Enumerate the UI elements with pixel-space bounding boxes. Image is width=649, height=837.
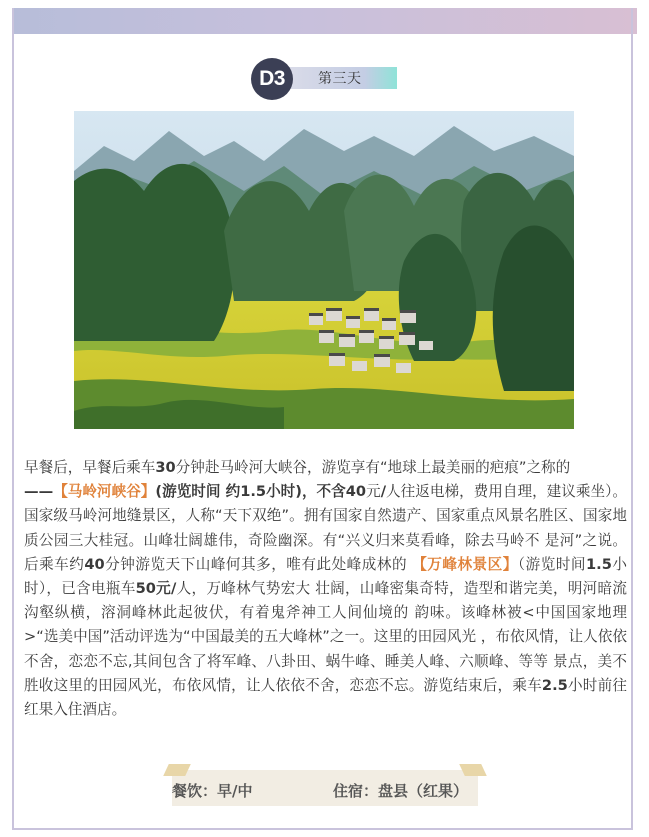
text-segment: 分钟游览天下山峰何其多，唯有此处峰成林的 (104, 555, 413, 573)
ribbon-right-decoration (459, 764, 487, 776)
bold-number: 1.5 (586, 555, 612, 573)
text-segment: 元 (155, 580, 171, 598)
day-label: 第三天 (318, 71, 362, 87)
bold-number: 40 (84, 555, 105, 573)
lodging-info: 住宿：盘县（红果） (333, 782, 469, 800)
text-segment: 早餐后，早餐后乘车 (24, 459, 156, 476)
meals-info: 餐饮：早/中 (172, 782, 253, 800)
text-segment: 人，万峰林气势宏大 壮阔，山峰密集奇特，造型和谐完美，明河暗流沟壑纵横，溶洞峰林此起彼伏，有着鬼斧神工人间仙境的 韵味。该峰林被<中国国家地理>“选美中国”活动评选为“中国最美的五大峰林”之一。这里的田园风光 ，布依风情，让人依依不舍，恋恋不忘,其间包含了将军峰、八卦田、蜗牛峰、睡美人峰、六顺峰、等等 景点，美不胜收这里的田园风光，布依风情，让人依依不舍，恋恋不忘。游览结束后，乘车 (24, 580, 627, 694)
text-segment: 小时)，不含 (266, 483, 346, 501)
text-segment: 人往返电梯，费用自理，建议乘坐）。国家级马岭河地缝景区，人称“天下双绝”。拥有国家自然遗产、国家重点风景名胜区、国家地质公园三大桂冠。山峰壮阔雄伟，奇险幽深。有“兴义归来莫看峰，除去马岭不 是河”之说。后乘车约 (24, 483, 627, 573)
itinerary-description (24, 456, 627, 722)
karst-landscape-illustration (74, 111, 574, 429)
scenic-photo (74, 111, 574, 429)
bold-number: 1.5 (240, 483, 267, 501)
bold-number: 40 (345, 483, 367, 501)
bold-number: 2.5 (541, 676, 568, 694)
dash-separator: —— (24, 483, 54, 501)
text-segment: 分钟赴马岭河大峡谷，游览享有“地球上最美丽的疤痕”之称的 (175, 459, 571, 476)
day-badge: D3 (251, 58, 293, 100)
slash: / (380, 483, 387, 501)
day-header (251, 58, 401, 100)
slash: / (171, 580, 177, 598)
text-segment: 小时），已含电瓶车 (24, 555, 627, 598)
meal-lodging-bar (166, 764, 484, 810)
attraction-wanfenglin: 【万峰林景区】 (412, 555, 518, 573)
attraction-maling-gorge: 【马岭河峡谷】 (53, 483, 156, 501)
bold-number: 50 (135, 580, 156, 598)
text-segment: 小时前往红果入住酒店。 (24, 676, 627, 719)
text-segment: （游览时间 (517, 555, 587, 573)
text-segment: (游览时间 约 (155, 483, 241, 501)
text-segment: 元 (366, 483, 381, 501)
bold-number: 30 (155, 459, 176, 476)
